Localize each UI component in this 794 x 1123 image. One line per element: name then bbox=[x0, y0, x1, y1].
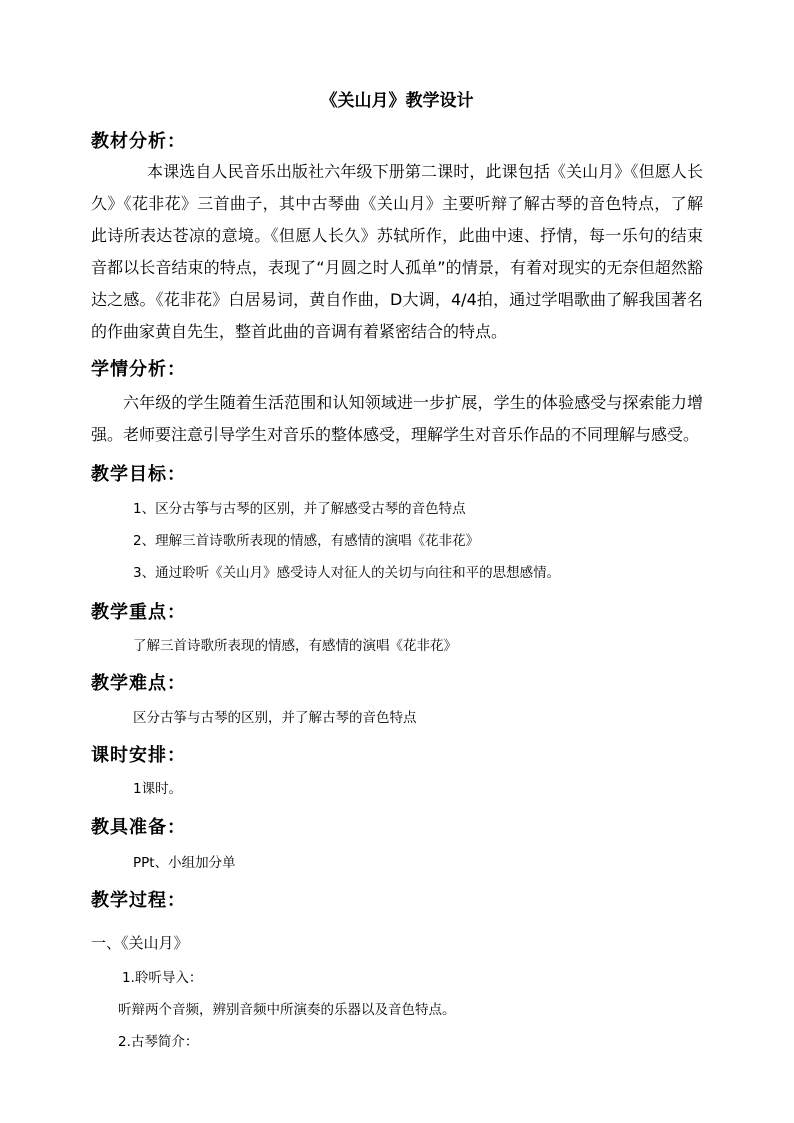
process-step-2: 2.古琴简介： bbox=[118, 1034, 199, 1050]
process-step-1-body: 听辩两个音频，辨别音频中所演奏的乐器以及音色特点。 bbox=[118, 1002, 456, 1018]
heading-tools: 教具准备： bbox=[91, 817, 186, 838]
document-title: 《关山月》教学设计 bbox=[320, 91, 474, 111]
teaching-key-text: 了解三首诗歌所表现的情感，有感情的演唱《花非花》 bbox=[133, 638, 457, 654]
heading-teaching-goals: 教学目标： bbox=[91, 464, 186, 485]
paragraph-material-analysis bbox=[91, 156, 703, 348]
goal-item-2: 2、理解三首诗歌所表现的情感，有感情的演唱《花非花》 bbox=[133, 533, 480, 549]
process-part-1: 一、《关山月》 bbox=[91, 934, 189, 952]
heading-material-analysis: 教材分析： bbox=[91, 131, 186, 152]
teaching-difficulty-text: 区分古筝与古琴的区别，并了解古琴的音色特点 bbox=[133, 710, 417, 726]
goal-item-3: 3、通过聆听《关山月》感受诗人对征人的关切与向往和平的思想感情。 bbox=[133, 565, 561, 581]
heading-schedule: 课时安排： bbox=[91, 745, 186, 766]
process-step-1: 1.聆听导入： bbox=[122, 970, 203, 986]
heading-teaching-key: 教学重点： bbox=[91, 602, 186, 623]
paragraph-student-analysis: 六年级的学生随着生活范围和认知领域进一步扩展，学生的体验感受与探索能力增强。老师要注意引导学生对音乐的整体感受，理解学生对音乐作品的不同理解与感受。 bbox=[91, 393, 703, 444]
tools-text: PPt、小组加分单 bbox=[133, 855, 236, 871]
paragraph-material-text: 本课选自人民音乐出版社六年级下册第二课时，此课包括《关山月》《但愿人长久》《花非花》三首曲子，其中古琴曲《关山月》主要听辩了解古琴的音色特点，了解此诗所表达苍凉的意境。《但愿人长久》苏轼所作，此曲中速、抒情，每一乐句的结束音都以长音结束的特点，表现了“月圆之时人孤单”的情景，有着对现实的无奈但超然豁达之感。《花非花》白居易词，黄自作曲，D大调，4/4拍，通过学唱歌曲了解我国著名的作曲家黄自先生，整首此曲的音调有着紧密结合的特点。 bbox=[91, 162, 703, 341]
goal-item-1: 1、区分古筝与古琴的区别，并了解感受古琴的音色特点 bbox=[133, 501, 466, 517]
heading-teaching-difficulty: 教学难点： bbox=[91, 673, 186, 694]
schedule-text: 1课时。 bbox=[133, 781, 183, 797]
heading-student-analysis: 学情分析： bbox=[91, 359, 186, 380]
heading-teaching-process: 教学过程： bbox=[91, 890, 186, 911]
